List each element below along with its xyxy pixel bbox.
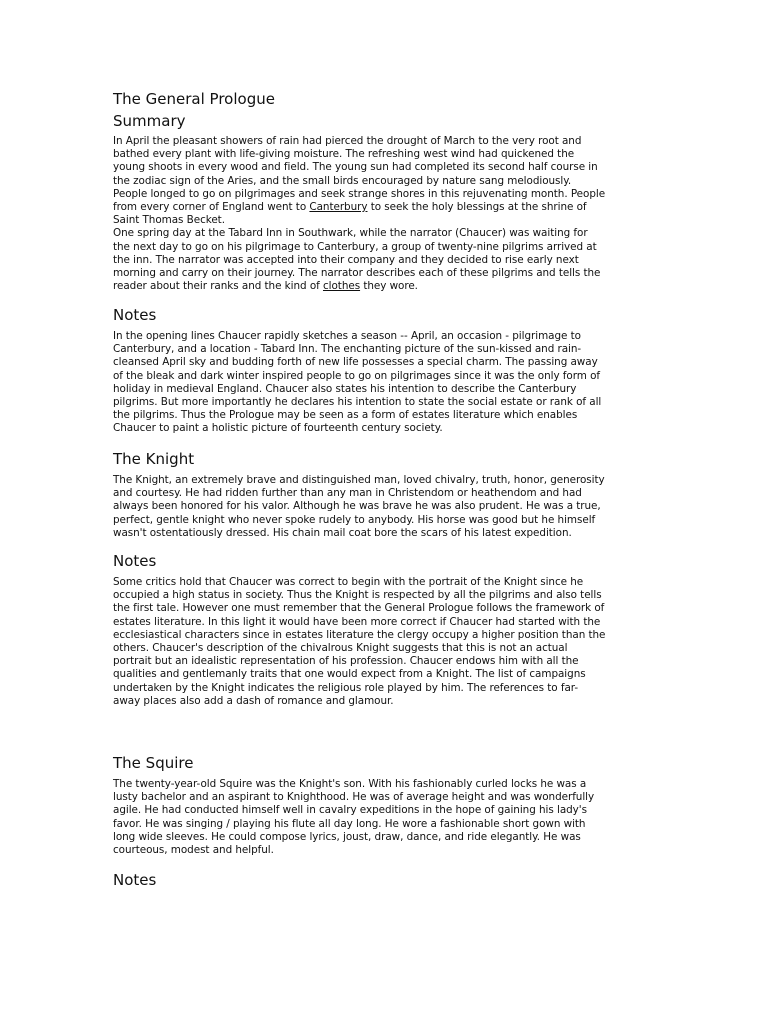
text-line: Saint Thomas Becket. xyxy=(113,214,225,227)
notes-heading: Notes xyxy=(113,871,157,889)
text-line: Chaucer to paint a holistic picture of fourteenth century society. xyxy=(113,422,443,435)
text-line: undertaken by the Knight indicates the religious role played by him. The references to far- xyxy=(113,681,579,694)
notes-paragraph xyxy=(113,330,659,436)
text-line: portrait but an idealistic representation of his profession. Chaucer endows him with all the xyxy=(113,655,579,668)
text-line: long wide sleeves. He could compose lyrics, joust, draw, dance, and ride elegantly. He was xyxy=(113,830,581,843)
text-line: the pilgrims. Thus the Prologue may be seen as a form of estates literature which enables xyxy=(113,409,578,422)
text-line: holiday in medieval England. Chaucer also states his intention to describe the Canterbury xyxy=(113,382,577,395)
text-line: cleansed April sky and budding forth of new life possesses a special charm. The passing away xyxy=(113,356,598,369)
text-line: the next day to go on his pilgrimage to Canterbury, a group of twenty-nine pilgrims arrived at xyxy=(113,240,597,253)
text-line: In the opening lines Chaucer rapidly sketches a season -- April, an occasion - pilgrimage to xyxy=(113,330,581,342)
text-line: perfect, gentle knight who never spoke rudely to anybody. His horse was good but he himself xyxy=(113,513,596,526)
text-line: lusty bachelor and an aspirant to Knighthood. He was of average height and was wonderfully xyxy=(113,791,595,804)
text-line-with-link: from every corner of England went to Canterbury to seek the holy blessings at the shrine of xyxy=(113,201,587,214)
document-title: The General Prologue xyxy=(113,90,275,108)
text-line: of the bleak and dark winter inspired people to go on pilgrimages since it was the only form of xyxy=(113,369,601,382)
text-line: the zodiac sign of the Aries, and the small birds encouraged by nature sang melodiously. xyxy=(113,174,572,187)
text-line: The Knight, an extremely brave and distinguished man, loved chivalry, truth, honor, generosity xyxy=(113,474,605,486)
summary-paragraph xyxy=(113,135,659,293)
hyperlink[interactable]: clothes xyxy=(322,280,361,293)
text-line: and courtesy. He had ridden further than any man in Christendom or heathendom and had xyxy=(113,487,582,500)
squire-heading: The Squire xyxy=(113,754,194,772)
text-line: The twenty-year-old Squire was the Knight's son. With his fashionably curled locks he was a xyxy=(113,778,587,790)
text-line: always been honored for his valor. Although he was brave he was also prudent. He was a true, xyxy=(113,500,601,513)
text-line: the first tale. However one must remember that the General Prologue follows the framework of xyxy=(113,602,605,615)
notes-heading: Notes xyxy=(113,306,157,324)
summary-heading: Summary xyxy=(113,112,186,130)
text-line: estates literature. In this light it would have been more correct if Chaucer had started with the xyxy=(113,615,601,628)
knight-paragraph xyxy=(113,474,659,540)
text-line: Some critics hold that Chaucer was correct to begin with the portrait of the Knight since he xyxy=(113,576,584,588)
text-line-with-link: reader about their ranks and the kind of clothes they wore. xyxy=(113,280,418,293)
text-line: qualities and gentlemanly traits that one would expect from a Knight. The list of campaigns xyxy=(113,668,586,681)
text-line: pilgrims. But more importantly he declares his intention to state the social estate or rank of all xyxy=(113,396,602,409)
text-line: Canterbury, and a location - Tabard Inn. The enchanting picture of the sun-kissed and rain- xyxy=(113,343,582,356)
text-line: occupied a high status in society. Thus the Knight is respected by all the pilgrims and also tells xyxy=(113,589,602,602)
text-line: favor. He was singing / playing his flute all day long. He wore a fashionable short gown with xyxy=(113,817,586,830)
text-line: wasn't ostentatiously dressed. His chain mail coat bore the scars of his latest expedition. xyxy=(113,526,572,539)
squire-paragraph xyxy=(113,778,659,857)
text-line: In April the pleasant showers of rain had pierced the drought of March to the very root and xyxy=(113,135,582,147)
text-line: away places also add a dash of romance and glamour. xyxy=(113,694,394,707)
text-line: agile. He had conducted himself well in cavalry expeditions in the hope of gaining his lady's xyxy=(113,804,587,817)
text-line: others. Chaucer's description of the chivalrous Knight suggests that this is not an actual xyxy=(113,642,568,655)
text-line: bathed every plant with life-giving moisture. The refreshing west wind had quickened the xyxy=(113,148,575,161)
text-line: courteous, modest and helpful. xyxy=(113,844,274,857)
text-line: morning and carry on their journey. The narrator describes each of these pilgrims and tells the xyxy=(113,267,601,280)
text-line: the inn. The narrator was accepted into their company and they decided to rise early next xyxy=(113,253,579,266)
hyperlink[interactable]: Canterbury xyxy=(309,201,368,214)
notes-paragraph xyxy=(113,576,659,708)
knight-heading: The Knight xyxy=(113,450,195,468)
text-line: One spring day at the Tabard Inn in Southwark, while the narrator (Chaucer) was waiting for xyxy=(113,227,588,240)
text-line: ecclesiastical characters since in estates literature the clergy occupy a higher position than the xyxy=(113,628,606,641)
text-line: People longed to go on pilgrimages and seek strange shores in this rejuvenating month. People xyxy=(113,187,606,200)
text-line: young shoots in every wood and field. The young sun had completed its second half course in xyxy=(113,161,598,174)
notes-heading: Notes xyxy=(113,552,157,570)
